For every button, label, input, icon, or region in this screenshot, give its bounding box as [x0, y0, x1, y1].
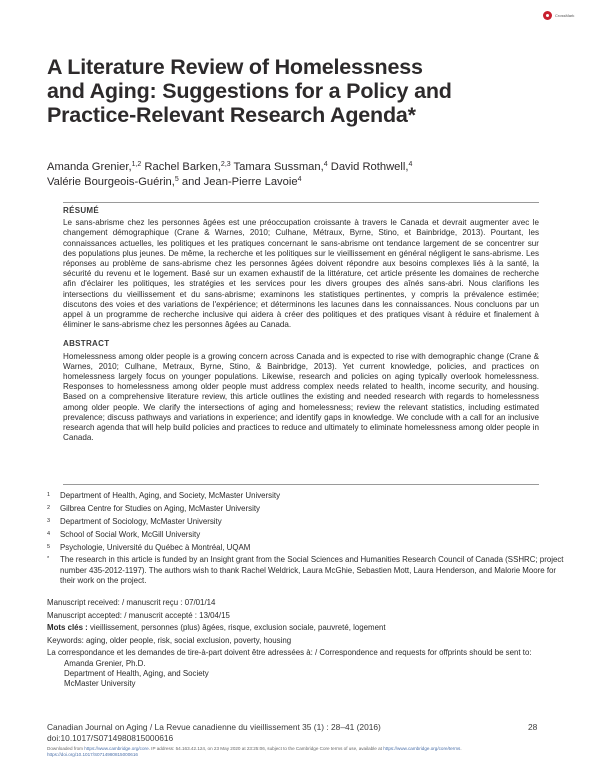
author-lavoie: and Jean-Pierre Lavoie: [178, 175, 298, 188]
footnote-mark: 2: [47, 504, 51, 511]
abstract-box: [63, 206, 539, 443]
address-university: McMaster University: [64, 679, 136, 689]
footnote-mark: *: [47, 556, 50, 563]
footnote-text: Department of Health, Aging, and Society, McMaster University: [60, 491, 281, 500]
download-text: .: [460, 746, 462, 751]
accepted-date: Manuscript accepted: / manuscrit accepté : 13/04/15: [47, 610, 230, 620]
footnote-text: The research in this article is funded by an Insight grant from the Social Sciences and Humanities Research Council of Canada (SSHRC; project number 435-2012-1197). The authors wish to thank Rachel Weldrick, Laura McGhie, Sebastien Mott, Laura Henderson, and Malorie Moore for their work on the project.: [60, 555, 564, 586]
abstract-heading: ABSTRACT: [63, 339, 110, 349]
footnote-text: Gilbrea Centre for Studies on Aging, McMaster University: [60, 503, 260, 513]
footnote-item: [47, 504, 567, 514]
mots-cles: [47, 623, 567, 633]
address-department: Department of Health, Aging, and Society: [64, 668, 209, 678]
crossmark-icon: [543, 11, 552, 20]
download-text: . IP address: 54.163.42.124, on 23 May 2020 at 23:25:06, subject to the Cambridge Core terms of use, available at: [148, 746, 384, 751]
download-text: Downloaded from: [47, 746, 85, 751]
footnote-item: [47, 530, 567, 540]
crossmark-label: CrossMark: [555, 12, 575, 18]
download-line-2: [47, 752, 587, 758]
article-title: [47, 55, 567, 127]
doi-link[interactable]: https://doi.org/10.1017/S0714980815000616: [47, 752, 138, 758]
download-notice: [47, 746, 587, 759]
footnote-item: [47, 555, 567, 586]
correspondence-note: La correspondance et les demandes de tire-à-part doivent être adressées à: / Correspondence and requests for offprints should be sent to:: [47, 648, 532, 658]
mots-cles-text: vieillissement, personnes (plus) âgées, risque, exclusion sociale, pauvreté, logement: [87, 623, 386, 633]
author-grenier: Amanda Grenier,: [47, 161, 132, 173]
footnote-mark: 3: [47, 517, 51, 524]
author-list: [47, 160, 567, 189]
author-sussman: Tamara Sussman,: [230, 161, 324, 173]
terms-link[interactable]: https://www.cambridge.org/core/terms: [383, 746, 461, 751]
journal-reference: Canadian Journal on Aging / La Revue canadienne du vieillissement 35 (1) : 28–41 (2016): [47, 722, 381, 732]
author-line-1: [47, 160, 567, 175]
cambridge-core-link[interactable]: https://www.cambridge.org/core: [84, 746, 149, 751]
keywords-label: Keywords:: [47, 635, 84, 645]
footnote-mark: 1: [47, 492, 51, 498]
address-name: Amanda Grenier, Ph.D.: [64, 658, 146, 668]
abstract-bottom-rule: [63, 484, 539, 485]
author-line-2: [47, 175, 567, 190]
page-number: 28: [528, 722, 538, 732]
author-affiliation: 1,2: [131, 161, 142, 168]
author-rothwell: David Rothwell,: [327, 161, 409, 173]
footnote-text: School of Social Work, McGill University: [60, 529, 201, 539]
title-line-3: Practice-Relevant Research Agenda*: [47, 103, 416, 127]
footnote-text: Psychologie, Université du Québec à Montréal, UQAM: [60, 542, 251, 552]
author-affiliation: 4: [323, 161, 328, 168]
journal-citation: [47, 722, 437, 743]
manuscript-meta: [47, 598, 567, 690]
author-affiliation: 4: [408, 161, 413, 168]
title-line-2: and Aging: Suggestions for a Policy and: [47, 79, 452, 103]
author-affiliation: 2,3: [220, 161, 231, 168]
footnote-mark: 5: [47, 543, 51, 550]
keywords: [47, 636, 567, 646]
keywords-text: aging, older people, risk, social exclusion, poverty, housing: [83, 635, 292, 645]
received-date: Manuscript received: / manuscrit reçu : 07/01/14: [47, 598, 216, 607]
journal-doi: doi:10.1017/S0714980815000616: [47, 732, 174, 743]
abstract-top-rule: [63, 202, 539, 203]
footnote-item: [47, 491, 567, 501]
footnote-mark: 4: [47, 530, 51, 537]
author-bourgeois-guerin: Valérie Bourgeois-Guérin,: [47, 175, 175, 188]
author-barken: Rachel Barken,: [141, 161, 221, 173]
author-affiliation: 4: [297, 175, 302, 183]
footnote-item: [47, 517, 567, 527]
resume-heading: RÉSUMÉ: [63, 206, 100, 215]
crossmark-badge[interactable]: [543, 9, 600, 21]
footnote-text: Department of Sociology, McMaster University: [60, 516, 222, 526]
abstract-body: Homelessness among older people is a growing concern across Canada and is expected to rise with demographic change (Crane & Warnes, 2010; Culhane, Metraux, Byrne, Stino, & Bainbridge, 2013). Yet current knowledge, policies, and practices on homelessness largely focus on younger populations. Likewise, research and policies on aging typically overlook homelessness. Responses to homelessness among older people must address complex needs related to health, income security, and housing. Based on a comprehensive literature review, this article outlines the existing and needed research with regards to homelessness among older people. We clarify the intersections of aging and homelessness; review the relevant statistics, including estimated prevalence; discuss pathways and variations in experience; and identify gaps in knowledge. We conclude with a call for an inclusive research agenda that will help build policies and practices to reduce and ultimately to eliminate homelessness among older people in Canada.: [63, 351, 539, 443]
footnotes: [47, 491, 567, 589]
title-line-1: A Literature Review of Homelessness: [47, 55, 423, 79]
author-affiliation: 5: [174, 175, 179, 183]
resume-body: Le sans-abrisme chez les personnes âgées est une préoccupation croissante à travers le Canada et devrait augmenter avec le changement démographique (Crane & Warnes, 2010; Culhane, Métraux, Byrne, Stino, et Bainbridge, 2013). Pourtant, les connaissances actuelles, les politiques et les pratiques concernant le sans-abrisme ont tendance largement de se concentrer sur des populations plus jeunes. De même, la recherche et les politiques sur le vieillissement en général négligent le sans-abrisme. Les réponses au problème de sans-abrisme chez les personnes âgées doivent répondre aux besoins complexes liés à la santé, la sécurité du revenu et le logement. Basé sur un examen exhaustif de la littérature, cet article présente les domaines de recherche afin d'éclairer les politiques, les stratégies et les services pour les divers groupes des aînés sans-abri. Nous clarifions les intersections du vieillissement et du sans-abrisme; examinons les statistiques pertinentes, y compris la prévalence estimée; discutons des voies et des variations de l'expérience; et déterminons les lacunes dans les connaissances. Nous concluons par un appel à un programme de recherche inclusive qui aidera à créer des politiques et des pratiques visant à réduire et finalement à éliminer le sans-abrisme chez les personnes âgées au Canada.: [63, 218, 539, 330]
mots-cles-label: Mots clés :: [47, 623, 88, 633]
footnote-item: [47, 543, 567, 553]
